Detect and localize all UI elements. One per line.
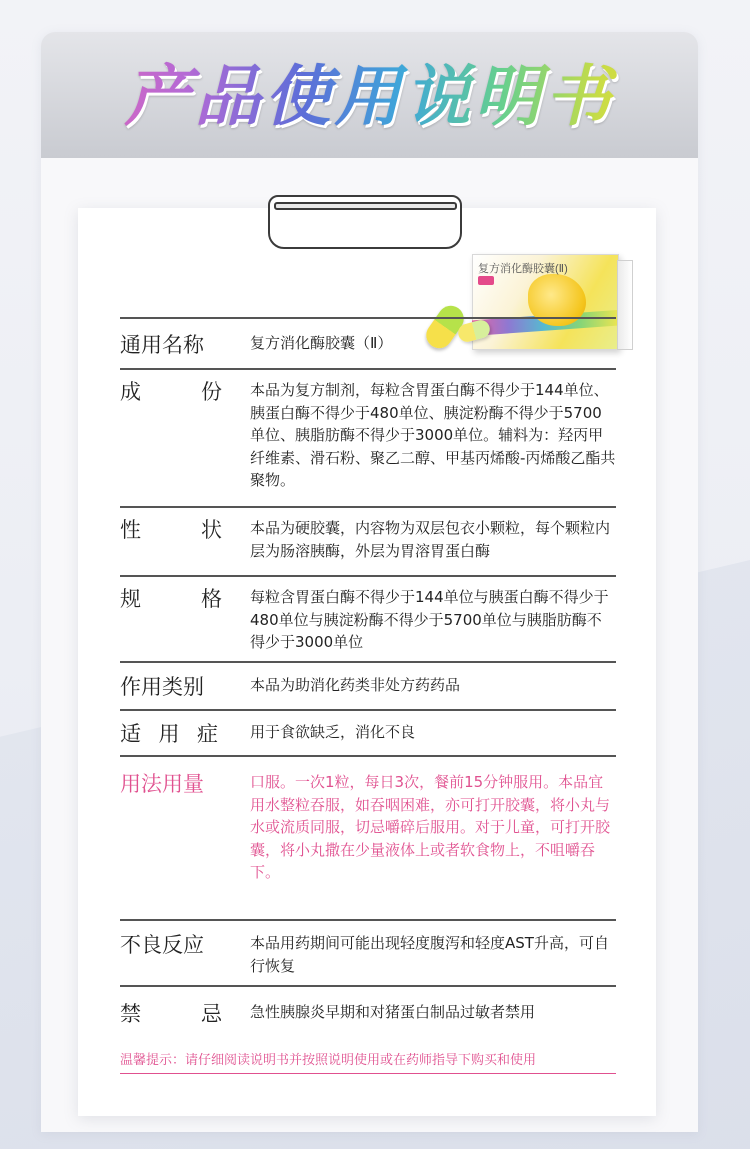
spec-label-char: 症: [197, 722, 218, 746]
spec-label-char: 格: [201, 587, 222, 611]
spec-row-category: [120, 661, 616, 709]
spec-label-char: 忌: [201, 1002, 222, 1026]
spec-label: [120, 379, 250, 506]
spec-row-contraindications: [120, 985, 616, 1043]
spec-row-ingredients: [120, 368, 616, 506]
spec-label: [120, 517, 250, 575]
spec-label-char: 用: [158, 722, 180, 746]
spec-table: [120, 317, 616, 1043]
spec-row-appearance: [120, 506, 616, 575]
spec-label: 通用名称: [120, 333, 204, 357]
page-title: 产品使用说明书: [41, 38, 698, 156]
warm-tip: 温馨提示：请仔细阅读说明书并按照说明使用或在药师指导下购买和使用: [120, 1051, 616, 1074]
spec-label-char: 性: [120, 518, 141, 542]
product-box-name: 复方消化酶胶囊(Ⅱ): [478, 263, 568, 275]
spec-value: 本品用药期间可能出现轻度腹泻和轻度AST升高，可自行恢复: [250, 934, 609, 975]
spec-value: 每粒含胃蛋白酶不得少于144单位与胰蛋白酶不得少于480单位与胰淀粉酶不得少于5700单位与胰脂肪酶不得少于3000单位: [250, 588, 609, 651]
product-box-tag: [478, 276, 494, 285]
spec-label: 作用类别: [120, 675, 204, 699]
spec-value: 口服。一次1粒，每日3次，餐前15分钟服用。本品宜用水整粒吞服，如吞咽困难，亦可打开胶囊，将小丸与水或流质同服，切忌嚼碎后服用。对于儿童，可打开胶囊，将小丸撒在少量液体上或者软食物上，不咀嚼吞下。: [250, 773, 611, 881]
spec-value: 本品为复方制剂，每粒含胃蛋白酶不得少于144单位、胰蛋白酶不得少于480单位、胰淀粉酶不得少于5700单位、胰脂肪酶不得少于3000单位。辅料为：羟丙甲纤维素、滑石粉、聚乙二醇、甲基丙烯酸-丙烯酸乙酯共聚物。: [250, 381, 616, 489]
spec-label: 不良反应: [120, 933, 204, 957]
spec-row-specification: [120, 575, 616, 661]
spec-row-dosage: [120, 755, 616, 919]
spec-label-char: 份: [201, 380, 222, 404]
product-box-side: [617, 260, 633, 350]
spec-row-adverse-reactions: [120, 919, 616, 985]
spec-label: [120, 721, 250, 755]
spec-value: 用于食欲缺乏，消化不良: [250, 723, 416, 741]
spec-label-char: 成: [120, 380, 141, 404]
spec-row-indications: [120, 709, 616, 755]
spec-row-generic-name: [120, 317, 616, 368]
spec-label: 用法用量: [120, 772, 204, 796]
spec-label: [120, 1001, 250, 1043]
spec-label-char: 状: [201, 518, 222, 542]
spec-value: 复方消化酶胶囊（Ⅱ）: [250, 334, 393, 352]
spec-value: 急性胰腺炎早期和对猪蛋白制品过敏者禁用: [250, 1003, 536, 1021]
spec-value: 本品为助消化药类非处方药药品: [250, 676, 461, 694]
binder-clip-bar: [274, 202, 457, 210]
spec-value: 本品为硬胶囊，内容物为双层包衣小颗粒，每个颗粒内层为肠溶胰酶，外层为胃溶胃蛋白酶: [250, 519, 611, 560]
spec-label-char: 禁: [120, 1002, 141, 1026]
spec-label: [120, 586, 250, 661]
spec-label-char: 适: [120, 722, 141, 746]
spec-label-char: 规: [120, 587, 141, 611]
